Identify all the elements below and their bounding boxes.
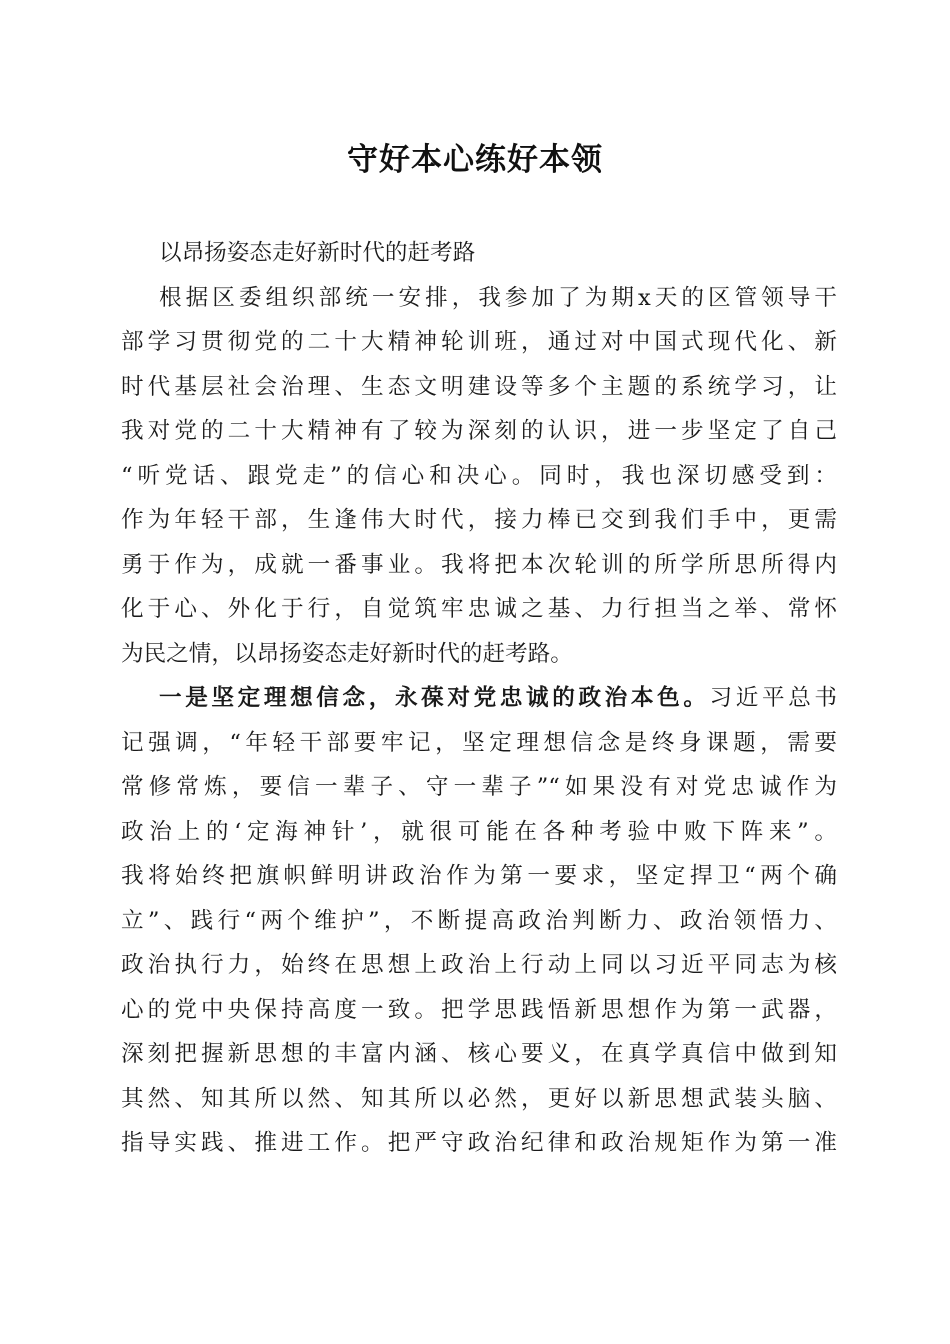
paragraph-line-rest: 习近平总书 <box>709 685 838 711</box>
paragraph-line: 深刻把握新思想的丰富内涵、核心要义，在真学真信中做到知 <box>121 1041 837 1067</box>
paragraph-line: 立”、践行“两个维护”，不断提高政治判断力、政治领悟力、 <box>121 908 837 934</box>
paragraph-line: 化于心、外化于行，自觉筑牢忠诚之基、力行担当之举、常怀 <box>121 596 837 622</box>
paragraph-line: “听党话、跟党走”的信心和决心。同时，我也深切感受到： <box>121 463 837 489</box>
paragraph-bold-lead: 一是坚定理想信念，永葆对党忠诚的政治本色。 <box>159 685 710 711</box>
paragraph-line: 心的党中央保持高度一致。把学思践悟新思想作为第一武器， <box>121 997 837 1023</box>
paragraph-line: 常修常炼，要信一辈子、守一辈子”“如果没有对党忠诚作为 <box>121 774 837 800</box>
paragraph-line: 根据区委组织部统一安排，我参加了为期x天的区管领导干 <box>159 285 837 311</box>
paragraph-line: 勇于作为，成就一番事业。我将把本次轮训的所学所思所得内 <box>121 552 837 578</box>
paragraph-line: 我将始终把旗帜鲜明讲政治作为第一要求，坚定捍卫“两个确 <box>121 863 837 889</box>
paragraph-line: 我对党的二十大精神有了较为深刻的认识，进一步坚定了自己 <box>121 418 837 444</box>
paragraph-line: 政治上的‘定海神针’，就很可能在各种考验中败下阵来”。 <box>121 819 837 845</box>
paragraph-line: 记强调，“年轻干部要牢记，坚定理想信念是终身课题，需要 <box>121 730 837 756</box>
paragraph-line: 指导实践、推进工作。把严守政治纪律和政治规矩作为第一准 <box>121 1130 837 1156</box>
paragraph-line: 部学习贯彻党的二十大精神轮训班，通过对中国式现代化、新 <box>121 329 837 355</box>
paragraph-heading-line <box>159 676 837 720</box>
document-subtitle: 以昂扬姿态走好新时代的赶考路 <box>159 240 476 266</box>
document-title: 守好本心练好本领 <box>347 142 603 178</box>
paragraph-line: 其然、知其所以然、知其所以必然，更好以新思想武装头脑、 <box>121 1086 837 1112</box>
paragraph-line: 作为年轻干部，生逢伟大时代，接力棒已交到我们手中，更需 <box>121 507 837 533</box>
paragraph-line: 时代基层社会治理、生态文明建设等多个主题的系统学习，让 <box>121 374 837 400</box>
paragraph-line: 政治执行力，始终在思想上政治上行动上同以习近平同志为核 <box>121 952 837 978</box>
paragraph-line: 为民之情，以昂扬姿态走好新时代的赶考路。 <box>121 641 573 667</box>
